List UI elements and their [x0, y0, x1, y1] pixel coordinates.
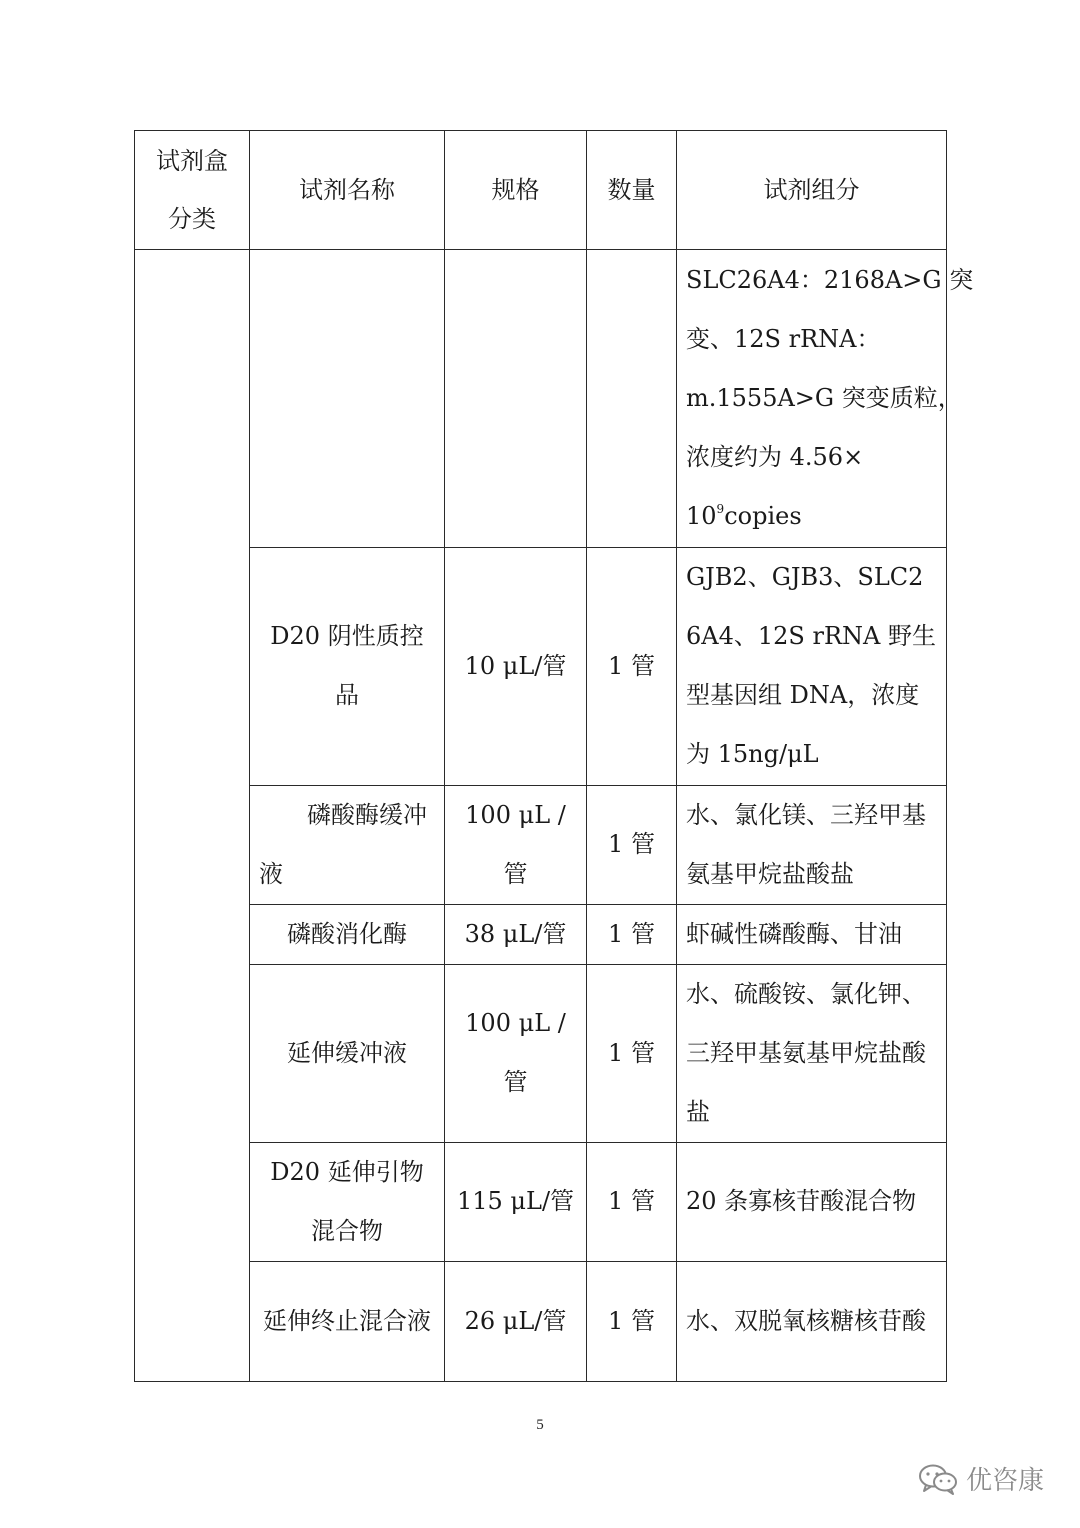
components-line — [686, 487, 937, 546]
spec-cell: 115 μL/管 — [445, 1142, 587, 1261]
components-line: m.1555A>G 突变质粒， — [686, 384, 962, 413]
components-cell: 水、双脱氧核糖核苷酸 — [677, 1261, 947, 1381]
table-row — [135, 904, 947, 964]
reagent-name-cell: 磷酸消化酶 — [250, 904, 445, 964]
power-exponent: 9 — [716, 502, 725, 517]
header-components: 试剂组分 — [677, 131, 947, 250]
kit-category-cell — [135, 250, 250, 1382]
header-spec: 规格 — [445, 131, 587, 250]
reagent-name-cell: 延伸缓冲液 — [250, 964, 445, 1142]
spec-cell — [445, 250, 587, 548]
quantity-cell: 1 管 — [587, 1261, 677, 1381]
components-cell: GJB2、GJB3、SLC26A4、12S rRNA 野生型基因组 DNA，浓度为 15ng/μL — [677, 548, 947, 785]
spec-cell: 38 μL/管 — [445, 904, 587, 964]
quantity-cell: 1 管 — [587, 1142, 677, 1261]
quantity-cell: 1 管 — [587, 964, 677, 1142]
header-kit-category: 试剂盒分类 — [135, 131, 250, 250]
components-cell: 水、硫酸铵、氯化钾、三羟甲基氨基甲烷盐酸盐 — [677, 964, 947, 1142]
components-cell: 虾碱性磷酸酶、甘油 — [677, 904, 947, 964]
spec-cell: 100 μL / 管 — [445, 964, 587, 1142]
quantity-cell — [587, 250, 677, 548]
page-number: 5 — [536, 1417, 544, 1433]
table-row — [135, 964, 947, 1142]
components-line: 浓度约为 4.56× — [686, 443, 864, 472]
table-row — [135, 1261, 947, 1381]
reagent-table — [134, 130, 974, 1382]
wechat-icon — [918, 1463, 958, 1495]
reagent-name-cell — [250, 250, 445, 548]
components-line: 变、12S rRNA： — [686, 325, 881, 354]
table-row — [135, 548, 947, 785]
quantity-cell: 1 管 — [587, 548, 677, 785]
components-cell: 水、氯化镁、三羟甲基氨基甲烷盐酸盐 — [677, 785, 947, 904]
spec-cell: 10 μL/管 — [445, 548, 587, 785]
components-cell — [677, 250, 974, 548]
table-header-row — [135, 131, 947, 250]
reagent-name-cell: 延伸终止混合液 — [250, 1261, 445, 1381]
watermark-text: 优咨康 — [966, 1466, 1045, 1496]
watermark — [918, 1460, 1044, 1497]
spec-cell: 26 μL/管 — [445, 1261, 587, 1381]
header-quantity: 数量 — [587, 131, 677, 250]
table-row — [135, 785, 947, 904]
power-unit: copies — [724, 502, 802, 531]
reagent-name-cell: 磷酸酶缓冲液 — [250, 785, 445, 904]
spec-cell: 100 μL / 管 — [445, 785, 587, 904]
table-row — [135, 250, 947, 548]
header-reagent-name: 试剂名称 — [250, 131, 445, 250]
table-row — [135, 1142, 947, 1261]
reagent-name-cell: D20 延伸引物混合物 — [250, 1142, 445, 1261]
reagent-name-cell: D20 阴性质控品 — [250, 548, 445, 785]
power-base: 10 — [686, 502, 717, 531]
components-cell: 20 条寡核苷酸混合物 — [677, 1142, 947, 1261]
components-line: SLC26A4：2168A>G 突 — [686, 266, 974, 295]
quantity-cell: 1 管 — [587, 785, 677, 904]
quantity-cell: 1 管 — [587, 904, 677, 964]
